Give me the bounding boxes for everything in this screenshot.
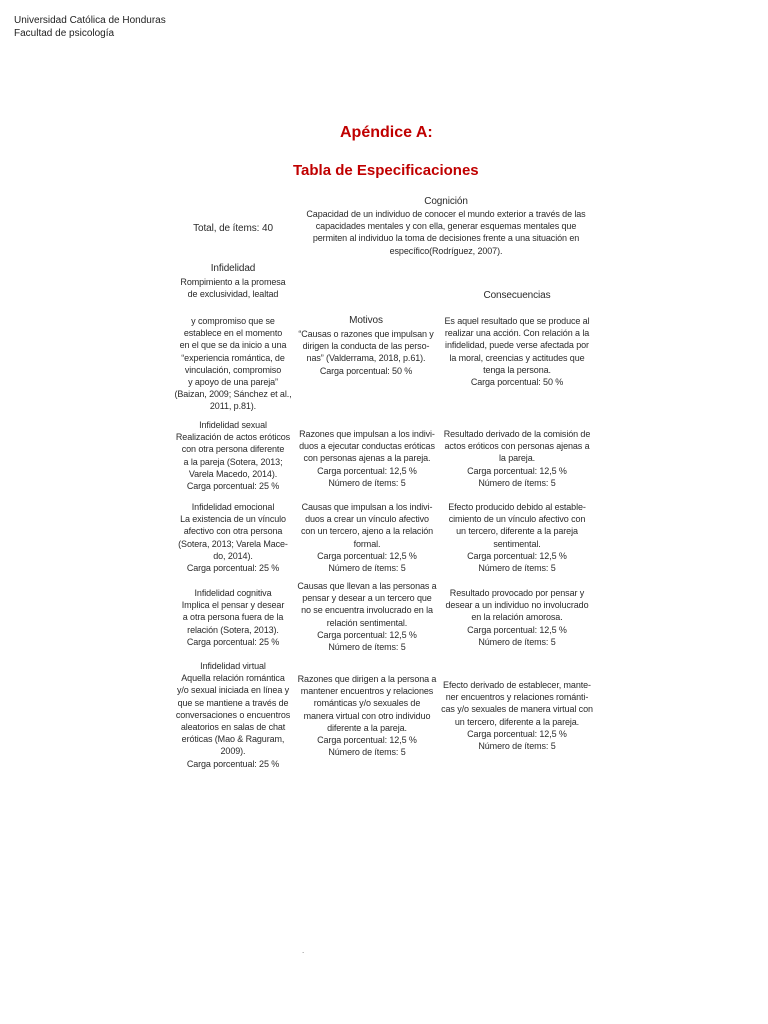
row-sexual-consecuencias: Resultado derivado de la comisión de actos eróticos con personas ajenas a la pareja. Carga porcentual: 12,5 % Número de ítems: 5 bbox=[443, 429, 591, 488]
infidelidad-definition-a: Rompimiento a la promesa de exclusividad, lealtad bbox=[180, 277, 286, 300]
cognicion-title: Cognición bbox=[424, 196, 468, 207]
faculty-name: Facultad de psicología bbox=[14, 28, 115, 39]
row-virtual-dimension: Infidelidad virtual Aquella relación romántica y/o sexual iniciada en línea y que se mantiene a través de conversaciones o encuentros aleatorios en salas de chat eróticas (Mao & Raguram, 2009). Carga porcentual: 25 % bbox=[175, 661, 291, 769]
footer-mark: . bbox=[302, 946, 305, 955]
infidelidad-definition-b: y compromiso que se establece en el momento en el que se da inicio a una “experiencia romántica, de vinculación, compromiso y apoyo de una pareja” (Baizan, 2009; Sánchez et al., 2011, p.81). bbox=[174, 316, 292, 412]
consecuencias-definition: Es aquel resultado que se produce al realizar una acción. Con relación a la infidelidad, puede verse afectada por la moral, creencias y actitudes que tenga la persona. Carga porcentual: 50 % bbox=[444, 316, 590, 388]
cognicion-definition: Capacidad de un individuo de conocer el mundo exterior a través de las capacidades mentales y con ella, generar esquemas mentales que permiten al individuo la toma de decisiones frente a una situación en específico(Rodríguez, 2007). bbox=[306, 209, 586, 256]
university-name: Universidad Católica de Honduras bbox=[14, 15, 166, 26]
total-items: Total, de ítems: 40 bbox=[193, 223, 273, 234]
row-emocional-consecuencias: Efecto producido debido al estable- cimiento de un vínculo afectivo con un tercero, diferente a la pareja sentimental. Carga porcentual: 12,5 % Número de ítems: 5 bbox=[448, 502, 586, 574]
row-emocional-motivos: Causas que impulsan a los indivi- duos a crear un vínculo afectivo con un tercero, ajeno a la relación formal. Carga porcentual: 12,5 % Número de ítems: 5 bbox=[300, 502, 434, 574]
row-sexual-motivos: Razones que impulsan a los indivi- duos a ejecutar conductas eróticas con personas ajenas a la pareja. Carga porcentual: 12,5 % Número de ítems: 5 bbox=[299, 429, 435, 488]
consecuencias-title: Consecuencias bbox=[483, 290, 551, 301]
document-header bbox=[14, 14, 166, 40]
row-sexual-dimension: Infidelidad sexual Realización de actos eróticos con otra persona diferente a la pareja (Sotera, 2013; Varela Macedo, 2014). Carga porcentual: 25 % bbox=[175, 420, 291, 492]
cognicion-block bbox=[296, 195, 596, 208]
infidelidad-title: Infidelidad bbox=[210, 263, 256, 274]
row-emocional-dimension: Infidelidad emocional La existencia de un vínculo afectivo con otra persona (Sotera, 2013; Varela Mace- do, 2014). Carga porcentual: 25 % bbox=[178, 502, 288, 574]
row-virtual-motivos: Razones que dirigen a la persona a mantener encuentros y relaciones románticas y/o sexuales de manera virtual con otro individuo diferente a la pareja. Carga porcentual: 12,5 % Número de ítems: 5 bbox=[297, 674, 437, 758]
row-cognitiva-dimension: Infidelidad cognitiva Implica el pensar y desear a otra persona fuera de la relación (Sotera, 2013). Carga porcentual: 25 % bbox=[181, 588, 285, 647]
row-cognitiva-motivos: Causas que llevan a las personas a pensar y desear a un tercero que no se encuentra involucrado en la relación sentimental. Carga porcentual: 12,5 % Número de ítems: 5 bbox=[297, 581, 437, 653]
row-cognitiva-consecuencias: Resultado provocado por pensar y desear a un individuo no involucrado en la relación amorosa. Carga porcentual: 12,5 % Número de ítems: 5 bbox=[445, 588, 589, 647]
motivos-definition: “Causas o razones que impulsan y dirigen la conducta de las perso- nas” (Valderrama, 2018, p.61). Carga porcentual: 50 % bbox=[298, 329, 434, 376]
row-virtual-consecuencias: Efecto derivado de establecer, mante- ner encuentros y relaciones románti- cas y/o sexuales de manera virtual con un tercero, diferente a la pareja. Carga porcentual: 12,5 % Número de ítems: 5 bbox=[441, 680, 593, 752]
motivos-title: Motivos bbox=[349, 315, 383, 326]
